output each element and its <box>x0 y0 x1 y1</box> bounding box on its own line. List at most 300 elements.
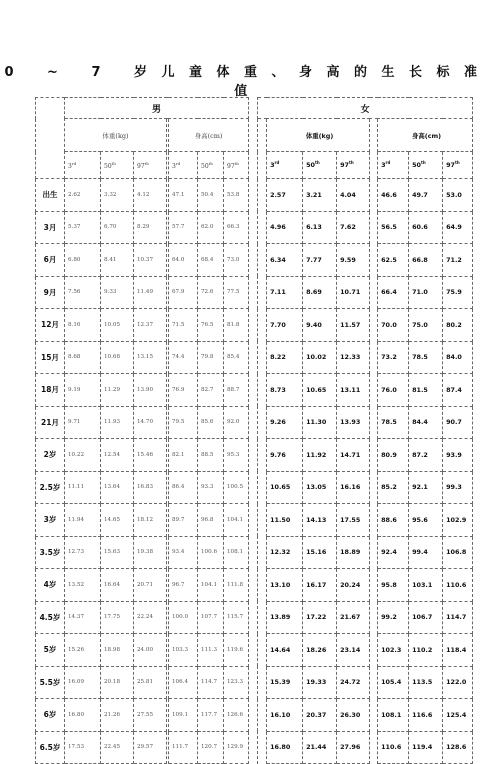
female-height-cell: 56.5 <box>378 211 409 244</box>
female-weight-cell: 18.89 <box>337 536 370 569</box>
female-weight-cell: 13.93 <box>337 406 370 439</box>
male-weight-cell: 16.09 <box>65 666 101 699</box>
male-weight-cell: 29.57 <box>134 731 167 764</box>
female-height-cell: 84.0 <box>443 341 473 374</box>
male-height-cell: 72.6 <box>198 276 224 309</box>
male-height-cell: 120.7 <box>198 731 224 764</box>
column-gap <box>370 504 378 537</box>
female-weight-cell: 7.77 <box>303 244 337 277</box>
column-gap <box>258 504 267 537</box>
column-gap <box>370 471 378 504</box>
column-gap <box>258 211 267 244</box>
female-weight-cell: 16.10 <box>267 699 303 732</box>
female-weight-cell: 16.17 <box>303 569 337 602</box>
female-height-cell: 92.1 <box>409 471 443 504</box>
female-weight-cell: 7.62 <box>337 211 370 244</box>
male-height-cell: 111.3 <box>198 634 224 667</box>
male-height-cell: 104.1 <box>198 569 224 602</box>
column-gap <box>249 536 258 569</box>
table-row <box>36 666 473 699</box>
female-height-cell: 103.1 <box>409 569 443 602</box>
age-label: 3岁 <box>36 504 65 537</box>
female-height-header: 身高(cm) <box>378 119 473 152</box>
male-height-cell: 108.1 <box>224 536 249 569</box>
female-height-cell: 71.0 <box>409 276 443 309</box>
column-gap <box>249 699 258 732</box>
male-height-cell: 74.4 <box>169 341 198 374</box>
column-gap <box>249 731 258 764</box>
table-row <box>36 731 473 764</box>
column-gap <box>258 276 267 309</box>
column-gap <box>370 569 378 602</box>
male-weight-cell: 22.24 <box>134 601 167 634</box>
column-gap <box>370 634 378 667</box>
female-height-cell: 66.8 <box>409 244 443 277</box>
column-gap <box>370 731 378 764</box>
female-height-cell: 110.6 <box>378 731 409 764</box>
female-weight-cell: 12.32 <box>267 536 303 569</box>
column-gap <box>249 471 258 504</box>
column-gap <box>258 699 267 732</box>
female-weight-cell: 10.65 <box>267 471 303 504</box>
female-group-header: 女 <box>258 98 473 119</box>
column-gap <box>370 179 378 212</box>
table-row <box>36 504 473 537</box>
column-gap <box>258 119 267 152</box>
female-height-cell: 85.2 <box>378 471 409 504</box>
male-height-cell: 93.4 <box>169 536 198 569</box>
male-weight-header: 体重(kg) <box>65 119 167 152</box>
column-gap <box>249 406 258 439</box>
female-weight-cell: 4.04 <box>337 179 370 212</box>
female-height-cell: 70.0 <box>378 309 409 342</box>
female-height-cell: 118.4 <box>443 634 473 667</box>
female-height-cell: 64.9 <box>443 211 473 244</box>
female-weight-cell: 14.71 <box>337 439 370 472</box>
table-body <box>36 179 473 764</box>
column-gap <box>370 244 378 277</box>
female-height-cell: 114.7 <box>443 601 473 634</box>
female-weight-cell: 2.57 <box>267 179 303 212</box>
male-height-cell: 109.1 <box>169 699 198 732</box>
female-height-cell: 53.0 <box>443 179 473 212</box>
female-height-cell: 102.3 <box>378 634 409 667</box>
male-height-cell: 76.9 <box>169 374 198 407</box>
column-gap <box>258 569 267 602</box>
male-height-cell: 111.7 <box>169 731 198 764</box>
male-height-cell: 114.7 <box>198 666 224 699</box>
female-height-cell: 78.5 <box>409 341 443 374</box>
column-gap <box>258 152 267 179</box>
male-weight-cell: 9.71 <box>65 406 101 439</box>
male-height-cell: 96.7 <box>169 569 198 602</box>
female-height-cell: 108.1 <box>378 699 409 732</box>
female-weight-cell: 12.33 <box>337 341 370 374</box>
male-height-cell: 111.8 <box>224 569 249 602</box>
age-label: 18月 <box>36 374 65 407</box>
female-weight-cell: 19.33 <box>303 666 337 699</box>
female-height-cell: 81.5 <box>409 374 443 407</box>
male-height-cell: 93.3 <box>198 471 224 504</box>
table-row <box>36 276 473 309</box>
column-gap <box>249 119 258 152</box>
female-weight-cell: 9.76 <box>267 439 303 472</box>
column-gap <box>249 634 258 667</box>
column-gap <box>258 439 267 472</box>
male-weight-cell: 11.29 <box>101 374 134 407</box>
male-height-cell: 85.6 <box>198 406 224 439</box>
male-height-cell: 123.3 <box>224 666 249 699</box>
female-weight-cell: 8.69 <box>303 276 337 309</box>
column-gap <box>249 244 258 277</box>
female-height-cell: 102.9 <box>443 504 473 537</box>
female-weight-cell: 21.67 <box>337 601 370 634</box>
male-height-cell: 129.9 <box>224 731 249 764</box>
female-height-cell: 73.2 <box>378 341 409 374</box>
male-weight-cell: 11.11 <box>65 471 101 504</box>
column-gap <box>249 439 258 472</box>
male-height-cell: 89.7 <box>169 504 198 537</box>
male-weight-cell: 7.56 <box>65 276 101 309</box>
female-weight-cell: 13.11 <box>337 374 370 407</box>
age-label: 5.5岁 <box>36 666 65 699</box>
male-weight-cell: 6.70 <box>101 211 134 244</box>
male-weight-cell: 17.75 <box>101 601 134 634</box>
percentile-header: 97th <box>134 152 167 179</box>
female-height-cell: 116.6 <box>409 699 443 732</box>
table-row <box>36 211 473 244</box>
female-weight-cell: 11.92 <box>303 439 337 472</box>
column-gap <box>370 309 378 342</box>
male-height-cell: 115.7 <box>224 601 249 634</box>
male-weight-cell: 8.29 <box>134 211 167 244</box>
male-height-header: 身高(cm) <box>169 119 249 152</box>
table-row <box>36 341 473 374</box>
male-weight-cell: 10.37 <box>134 244 167 277</box>
female-weight-cell: 16.16 <box>337 471 370 504</box>
column-gap <box>249 152 258 179</box>
column-gap <box>258 536 267 569</box>
male-height-cell: 103.3 <box>169 634 198 667</box>
male-group-header: 男 <box>65 98 249 119</box>
male-weight-cell: 15.63 <box>101 536 134 569</box>
column-gap <box>249 309 258 342</box>
column-gap <box>370 276 378 309</box>
column-gap <box>258 309 267 342</box>
percentile-header: 50th <box>101 152 134 179</box>
male-weight-cell: 16.64 <box>101 569 134 602</box>
female-height-cell: 119.4 <box>409 731 443 764</box>
percentile-header: 3rd <box>65 152 101 179</box>
female-weight-cell: 17.22 <box>303 601 337 634</box>
male-weight-cell: 8.68 <box>65 341 101 374</box>
male-weight-cell: 10.68 <box>101 341 134 374</box>
male-height-cell: 100.6 <box>198 536 224 569</box>
female-height-cell: 80.2 <box>443 309 473 342</box>
column-gap <box>258 244 267 277</box>
female-weight-cell: 21.44 <box>303 731 337 764</box>
column-gap <box>249 569 258 602</box>
male-height-cell: 85.4 <box>224 341 249 374</box>
column-gap <box>249 666 258 699</box>
male-weight-cell: 12.37 <box>134 309 167 342</box>
male-weight-cell: 10.05 <box>101 309 134 342</box>
female-weight-cell: 8.22 <box>267 341 303 374</box>
column-gap <box>249 179 258 212</box>
female-height-cell: 106.7 <box>409 601 443 634</box>
column-gap <box>370 341 378 374</box>
corner-cell <box>36 98 65 179</box>
column-gap <box>258 731 267 764</box>
male-weight-cell: 14.65 <box>101 504 134 537</box>
age-label: 6.5岁 <box>36 731 65 764</box>
female-height-cell: 122.0 <box>443 666 473 699</box>
male-height-cell: 107.7 <box>198 601 224 634</box>
table-row <box>36 406 473 439</box>
male-weight-cell: 15.46 <box>134 439 167 472</box>
female-height-cell: 95.6 <box>409 504 443 537</box>
female-weight-cell: 6.34 <box>267 244 303 277</box>
female-height-cell: 87.4 <box>443 374 473 407</box>
male-height-cell: 96.8 <box>198 504 224 537</box>
male-height-cell: 81.8 <box>224 309 249 342</box>
percentile-header: 50th <box>303 152 337 179</box>
male-weight-cell: 2.62 <box>65 179 101 212</box>
age-label: 3月 <box>36 211 65 244</box>
female-weight-cell: 15.39 <box>267 666 303 699</box>
age-label: 6月 <box>36 244 65 277</box>
column-gap <box>249 504 258 537</box>
female-height-cell: 46.6 <box>378 179 409 212</box>
male-weight-cell: 13.52 <box>65 569 101 602</box>
female-height-cell: 75.0 <box>409 309 443 342</box>
male-weight-cell: 24.00 <box>134 634 167 667</box>
female-weight-cell: 9.40 <box>303 309 337 342</box>
age-label: 6岁 <box>36 699 65 732</box>
female-weight-cell: 26.30 <box>337 699 370 732</box>
male-weight-cell: 20.18 <box>101 666 134 699</box>
female-weight-cell: 13.10 <box>267 569 303 602</box>
age-label: 4.5岁 <box>36 601 65 634</box>
male-weight-cell: 17.53 <box>65 731 101 764</box>
percentile-header: 97th <box>443 152 473 179</box>
female-height-cell: 110.6 <box>443 569 473 602</box>
male-height-cell: 66.3 <box>224 211 249 244</box>
male-weight-cell: 9.33 <box>101 276 134 309</box>
column-gap <box>370 119 378 152</box>
percentile-header: 50th <box>409 152 443 179</box>
column-gap <box>370 374 378 407</box>
female-height-cell: 66.4 <box>378 276 409 309</box>
female-height-cell: 99.4 <box>409 536 443 569</box>
column-gap <box>249 374 258 407</box>
column-gap <box>249 601 258 634</box>
female-weight-cell: 13.05 <box>303 471 337 504</box>
female-weight-cell: 14.13 <box>303 504 337 537</box>
male-weight-cell: 15.26 <box>65 634 101 667</box>
age-label: 2.5岁 <box>36 471 65 504</box>
male-height-cell: 104.1 <box>224 504 249 537</box>
male-weight-cell: 12.54 <box>101 439 134 472</box>
male-weight-cell: 22.45 <box>101 731 134 764</box>
age-label: 12月 <box>36 309 65 342</box>
female-height-cell: 93.9 <box>443 439 473 472</box>
male-weight-cell: 27.55 <box>134 699 167 732</box>
percentile-header: 3rd <box>267 152 303 179</box>
male-weight-cell: 18.98 <box>101 634 134 667</box>
age-label: 21月 <box>36 406 65 439</box>
column-gap <box>258 471 267 504</box>
table-row <box>36 536 473 569</box>
female-weight-cell: 20.37 <box>303 699 337 732</box>
male-height-cell: 79.8 <box>198 341 224 374</box>
male-height-cell: 82.1 <box>169 439 198 472</box>
male-weight-cell: 13.90 <box>134 374 167 407</box>
female-height-cell: 99.3 <box>443 471 473 504</box>
female-weight-cell: 11.50 <box>267 504 303 537</box>
female-weight-header: 体重(kg) <box>267 119 370 152</box>
male-height-cell: 86.4 <box>169 471 198 504</box>
female-weight-cell: 14.64 <box>267 634 303 667</box>
age-label: 3.5岁 <box>36 536 65 569</box>
male-weight-cell: 14.37 <box>65 601 101 634</box>
female-weight-cell: 11.57 <box>337 309 370 342</box>
female-weight-cell: 23.14 <box>337 634 370 667</box>
male-weight-cell: 13.15 <box>134 341 167 374</box>
male-weight-cell: 4.12 <box>134 179 167 212</box>
column-gap <box>370 536 378 569</box>
page-title: 0 ~ 7 岁儿童体重、身高的生长标准值 <box>4 65 492 99</box>
column-gap <box>258 406 267 439</box>
female-weight-cell: 10.02 <box>303 341 337 374</box>
female-height-cell: 87.2 <box>409 439 443 472</box>
male-height-cell: 88.5 <box>198 439 224 472</box>
male-weight-cell: 3.32 <box>101 179 134 212</box>
female-weight-cell: 7.70 <box>267 309 303 342</box>
male-height-cell: 73.0 <box>224 244 249 277</box>
male-weight-cell: 12.73 <box>65 536 101 569</box>
male-height-cell: 88.7 <box>224 374 249 407</box>
male-height-cell: 100.0 <box>169 601 198 634</box>
column-gap <box>258 179 267 212</box>
column-gap <box>258 666 267 699</box>
female-height-cell: 110.2 <box>409 634 443 667</box>
male-height-cell: 92.0 <box>224 406 249 439</box>
age-label: 9月 <box>36 276 65 309</box>
female-weight-cell: 18.26 <box>303 634 337 667</box>
column-gap <box>258 341 267 374</box>
male-height-cell: 71.5 <box>169 309 198 342</box>
male-height-cell: 57.7 <box>169 211 198 244</box>
female-height-cell: 125.4 <box>443 699 473 732</box>
male-height-cell: 82.7 <box>198 374 224 407</box>
male-height-cell: 77.5 <box>224 276 249 309</box>
female-weight-cell: 4.96 <box>267 211 303 244</box>
female-height-cell: 95.8 <box>378 569 409 602</box>
table-row <box>36 309 473 342</box>
age-label: 5岁 <box>36 634 65 667</box>
male-height-cell: 119.6 <box>224 634 249 667</box>
percentile-header: 3rd <box>378 152 409 179</box>
female-weight-cell: 9.26 <box>267 406 303 439</box>
age-label: 15月 <box>36 341 65 374</box>
female-weight-cell: 16.80 <box>267 731 303 764</box>
female-height-cell: 71.2 <box>443 244 473 277</box>
female-height-cell: 113.5 <box>409 666 443 699</box>
female-weight-cell: 7.11 <box>267 276 303 309</box>
male-weight-cell: 11.49 <box>134 276 167 309</box>
female-height-cell: 88.6 <box>378 504 409 537</box>
female-height-cell: 92.4 <box>378 536 409 569</box>
table-row <box>36 601 473 634</box>
male-height-cell: 47.1 <box>169 179 198 212</box>
male-height-cell: 67.9 <box>169 276 198 309</box>
male-height-cell: 126.6 <box>224 699 249 732</box>
growth-standard-table <box>35 97 473 764</box>
male-height-cell: 117.7 <box>198 699 224 732</box>
male-weight-cell: 8.16 <box>65 309 101 342</box>
male-weight-cell: 25.81 <box>134 666 167 699</box>
column-gap <box>258 374 267 407</box>
female-weight-cell: 10.71 <box>337 276 370 309</box>
male-weight-cell: 16.80 <box>65 699 101 732</box>
age-label: 出生 <box>36 179 65 212</box>
female-height-cell: 75.9 <box>443 276 473 309</box>
table-row <box>36 374 473 407</box>
percentile-header: 97th <box>224 152 249 179</box>
female-height-cell: 76.0 <box>378 374 409 407</box>
female-weight-cell: 15.16 <box>303 536 337 569</box>
male-height-cell: 68.4 <box>198 244 224 277</box>
male-weight-cell: 11.93 <box>101 406 134 439</box>
female-height-cell: 62.5 <box>378 244 409 277</box>
female-weight-cell: 24.72 <box>337 666 370 699</box>
male-weight-cell: 9.19 <box>65 374 101 407</box>
table-row <box>36 634 473 667</box>
column-gap <box>249 276 258 309</box>
female-weight-cell: 9.59 <box>337 244 370 277</box>
male-weight-cell: 20.71 <box>134 569 167 602</box>
female-height-cell: 49.7 <box>409 179 443 212</box>
male-weight-cell: 14.70 <box>134 406 167 439</box>
female-weight-cell: 8.73 <box>267 374 303 407</box>
female-weight-cell: 20.24 <box>337 569 370 602</box>
female-height-cell: 78.5 <box>378 406 409 439</box>
age-label: 2岁 <box>36 439 65 472</box>
male-height-cell: 79.5 <box>169 406 198 439</box>
percentile-header: 50th <box>198 152 224 179</box>
female-weight-cell: 11.30 <box>303 406 337 439</box>
female-weight-cell: 13.89 <box>267 601 303 634</box>
male-height-cell: 100.5 <box>224 471 249 504</box>
percentile-header: 3rd <box>169 152 198 179</box>
column-gap <box>370 666 378 699</box>
column-gap <box>370 699 378 732</box>
male-weight-cell: 18.12 <box>134 504 167 537</box>
age-label: 4岁 <box>36 569 65 602</box>
male-height-cell: 50.4 <box>198 179 224 212</box>
female-height-cell: 84.4 <box>409 406 443 439</box>
column-gap <box>249 98 258 119</box>
male-weight-cell: 8.41 <box>101 244 134 277</box>
male-height-cell: 53.8 <box>224 179 249 212</box>
table-row <box>36 569 473 602</box>
male-height-cell: 64.0 <box>169 244 198 277</box>
female-height-cell: 80.9 <box>378 439 409 472</box>
column-gap <box>370 601 378 634</box>
female-height-cell: 128.6 <box>443 731 473 764</box>
male-height-cell: 95.3 <box>224 439 249 472</box>
